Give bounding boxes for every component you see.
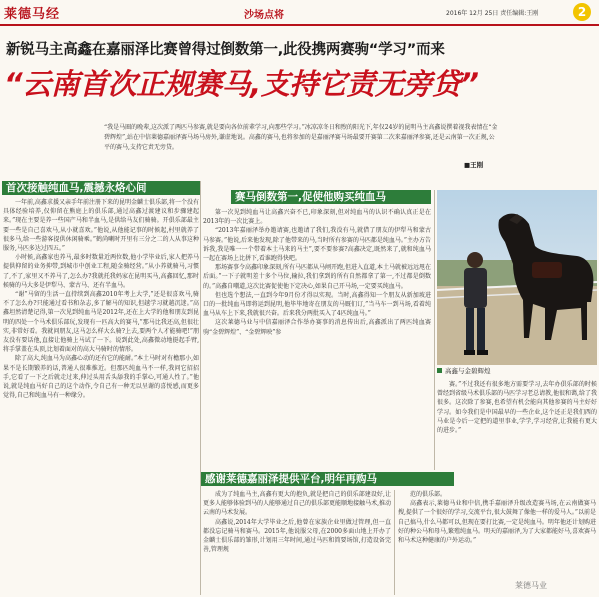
article-column-right [437,380,597,468]
paragraph: 那场赛事令高鑫印象深刻,所有马匹都从马闸开跑,但进入直道,本土马就被远远甩在后面。”一下子就明差十多个马位,输拉,我们拿到的所有自然都拿了第一,不过都是倒数的。”高鑫自嘲道,这次比赛促使他下定决心,如果自己开马场,一定要买纯血马。 [203,264,431,290]
section-tag: 沙场点将 [244,10,284,21]
paragraph: 高鑫表示,莱德马业和中信,携手嘉丽泽升级改造赛马场,在云南做赛马搜,提供了一个很好的学习,交流平台,很大鼓舞了像他一样的爱马人。”以前是自己搞马,什么马都可以,但现在要打比赛,一定是纯血马。明年他还计划购进好的种公马和母马,繁殖纯血马。明天的嘉丽泽,为了大家都能好马,喜欢赛马和马术这种健康的户外运动。” [398,500,596,545]
paragraph: 成为了纯血马主,高鑫有更大的抱负,就是把自己的俱乐部建设好,让更多人能够体验到马的人能够通过自己的俱乐部更能顺地接触马术,推动云南的马术发展。 [203,491,391,517]
paragraph: 除了高大,纯血马为高鑫心动的还有它的能耐。”本土马时对有檐那小,如果不是长期锻养的话,普通人很难推近。但那匹纯血马不一样,我问它招招手,它看了一下之后就走过来,伸过头用舌头舔我的手掌心,可通人性了。”他说,就是纯血马好自己的这个动作,令自己有一种无以呈谢的喜悦感,而更多觉得,自己和纯血马有一种缘分。 [3,355,199,400]
section-title-left: 首次接触纯血马,震撼永烙心间 [2,181,201,195]
masthead: 莱德马经 [4,7,61,22]
main-headline: “云南首次正规赛马,支持它责无旁贷” [4,67,479,101]
horse-photo-illustration [437,190,597,365]
paragraph: “2013年嘉丽泽举办邀请赛,也邀请了我们,我没有马,就借了朋友的伊犁马和蒙古马参赛。”他说,后来他发现,除了他带来的马,当时所有参赛的马匹都是纯血马。”主办方告诉我,我是唯一一个带着本土马来的马主”,要不要参赛?高鑫决定,既然来了,就和纯血马一起在赛场上比拼下,看谁跑得快吧。 [203,227,431,263]
section-title-bottom: 感谢莱德嘉丽泽提供平台,明年再购马 [201,472,454,486]
paragraph: 赛。”不过我还有很多地方需要学习,去年办俱乐部的时候曾经到省级马术俱乐部的马匹学习老总请教,他很和蔼,给了我很多。这次除了参赛,也希望有机会能向其他参赛的马主好好学习。如今我们是中国最早的一些企业,这个还正是我们西的马业是今后一定把的道里事业,学学,学习经营,让我能有更大的进步。” [437,381,597,435]
byline: ■王刚 [464,161,484,169]
paragraph: 高鑫说,2014年大学毕业之后,他曾在家族企业里做过管理,但一直都没忘记骑马和赛马。2015年,他说服父母,在2000多面山地上开办了金麟士俱乐部的雏形,计划用三年时间,通过马匹和简要场馆,打造设备完善,管理规 [203,518,391,554]
column-divider [394,490,395,595]
paragraph: 这次莱德马业与中信嘉丽泽合作举办赛事的消息传出后,高鑫派出了两匹纯血赛驹“金碧辉煌”、“金碧辉映”参 [203,319,431,336]
paragraph: 但也选个想法,一直到今年9月份才得以实现。当时,高鑫得知一个朋友从新加坡进口的一批纯血马即将运到昆明,他毕毕地寄在朋友的马厩们订,”当马车一到马场,看着纯血马从车上下来,我就很兴奋。后来我分两批买入了4匹纯血马。” [203,291,431,318]
article-column-middle [203,208,431,466]
paragraph: “谢”马留的生活一直持续到高鑫2010年考上大学,”还是很喜欢马,骑不了怎么办?只能通过看书和杂志,多了解马的知识,但越学习就越沉迷。”高鑫坦然清楚记得,第一次见到纯血马是2012年,还在上大学的他和朋友到昆明的四处一个马术俱乐部玩,发现有一匹高大的赛马,”那马比我还高,但很壮实,非常好看。我就问朋友,这马怎么样大么骑?上去,要两个人才能骑吧!”朋友没有要话他,直接让他骑上马试了一下。说到此处,高鑫微动地挺起手臂,将手掌盖在头顶,比划着面对的高大马骑时的情形。 [3,291,199,354]
horse-photo [437,190,597,365]
header-rule [0,24,599,26]
photo-caption [437,366,597,378]
paragraph: 范的俱乐部。 [410,491,447,498]
article-column-left [3,198,199,594]
paragraph: 小时候,高鑫家也养马,最多时数量近两位数,他小学毕业后,家人把养马提供抑留的业务抑带,到城市中创业工程,随金骑经营。”从小养就骑马,习惯了,不了,家里又不养马了,怎么办?我就托我妈家在昆明买马,高鑫回忆,那时候骑的马大多是伊犁马、蒙古马、还有半血马。 [3,254,199,289]
section-title-middle: 赛马倒数第一,促使他购买纯血马 [231,190,431,204]
watermark: 莱德马业 [515,581,547,590]
caption-marker-icon [437,368,442,373]
caption-text: 高鑫与金碧辉煌 [445,367,491,375]
paragraph: 一年前,高鑫求援又亲手年前注册下来的昆明金麟士俱乐部,将一个没有具体经验培养,仅仰留在熊庭上的俱乐部,通过高鑫过渡建议和步骤建起来。”现在主要是养一些国产马和半血马,是供给马友们骑骑。开俱乐部最主要一些是自己喜欢马,从小就喜欢。”他说,从他能记事的时候起,村里就养了很多马,给一些游客提供休闲骑乘。”鹤尚喇时开里有三分之二的人从事这种服务,马匹多达过四五。” [3,199,199,253]
dateline: 2016年 12月 25日 责任编辑:王刚 [446,10,539,17]
paragraph: 第一次见到纯血马让高鑫兴奋不已,印象深刻,但对纯血马的认识不确认真正是在2013年的一次比赛上。 [203,209,431,226]
intro-paragraph: “我是马圈的晚辈,这次派了两匹马参赛,就是要向各位前辈学习,向那些学习。”冰凉凉冬日和煦的阳光下,年仅24岁的昆明马主高鑫说撰着视我表情在“金碧辉煌”,站在中信莱德嘉丽泽赛马场马房外,谦虚地说。高鑫的赛马,也将参加的是嘉丽泽赛马场最要开赛第二次来嘉丽泽参赛,还是云南第一次正规,公平的赛马,支持它责无旁贷。 [104,124,498,151]
column-divider [434,190,435,470]
header-strip [0,0,599,24]
article-column-bottom-2 [398,490,596,595]
article-column-bottom-1 [203,490,391,595]
kicker-headline: 新锐马主高鑫在嘉丽泽比赛曾得过倒数第一,此役携两赛驹“学习”而来 [6,42,445,58]
page-number-badge: 2 [573,3,591,21]
column-divider [200,181,201,595]
